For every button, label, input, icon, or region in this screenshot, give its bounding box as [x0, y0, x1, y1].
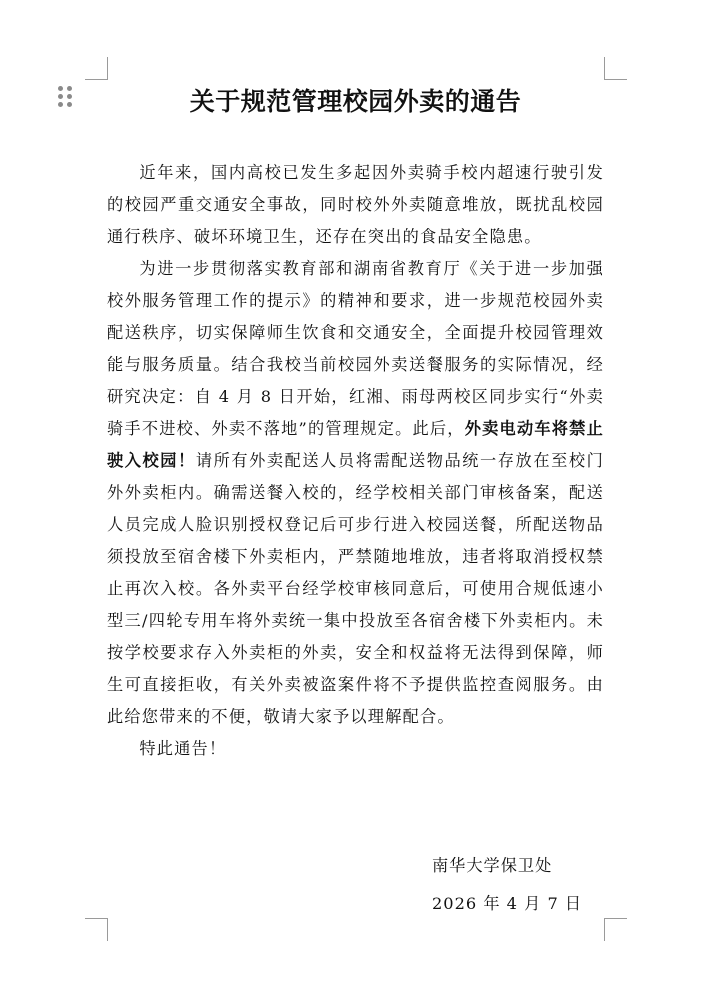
regulation-emphasis: 外卖电动车将禁止驶入校园！ — [107, 419, 604, 470]
regulation-text-part-2: 请所有外卖配送人员将需配送物品统一存放在至校门外外卖柜内。确需送餐入校的，经学校相关部门审核备案，配送人员完成人脸识别授权登记后可步行进入校园送餐，所配送物品须投放至宿舍楼下外卖柜内，严禁随地堆放，违者将取消授权禁止再次入校。各外卖平台经学校审核同意后，可使用合规低速小型三/四轮专用车将外卖统一集中投放至各宿舍楼下外卖柜内。未按学校要求存入外卖柜的外卖，安全和权益将无法得到保障，师生可直接拒收，有关外卖被盗案件将不予提供监控查阅服务。由此给您带来的不便，敬请大家予以理解配合。 — [107, 451, 605, 726]
document-title: 关于规范管理校园外卖的通告 — [189, 87, 522, 116]
drag-handle-icon[interactable] — [58, 86, 76, 108]
page-corner-mark-top-right — [604, 57, 627, 80]
paragraph-intro: 近年来，国内高校已发生多起因外卖骑手校内超速行驶引发的校园严重交通安全事故，同时校外外卖随意堆放，既扰乱校园通行秩序、破坏环境卫生，还存在突出的食品安全隐患。 — [107, 163, 604, 246]
page-corner-mark-bottom-right — [604, 918, 627, 941]
page-corner-mark-top-left — [85, 57, 108, 80]
paragraph-regulation — [107, 253, 604, 733]
regulation-text-part-1: 为进一步贯彻落实教育部和湖南省教育厅《关于进一步加强校外服务管理工作的提示》的精神和要求，进一步规范校园外卖配送秩序，切实保障师生饮食和交通安全，全面提升校园管理效能与服务质量。结合我校当前校园外卖送餐服务的实际情况，经研究决定：自 4 月 8 日开始，红湘、雨母两校区同步实行“外卖骑手不进校、外卖不落地”的管理规定。此后， — [107, 259, 604, 438]
signature-organization: 南华大学保卫处 — [432, 856, 553, 875]
paragraph-closing: 特此通告！ — [139, 739, 227, 758]
page-corner-mark-bottom-left — [85, 918, 108, 941]
document-body — [107, 157, 604, 765]
signature-date: 2026 年 4 月 7 日 — [432, 894, 583, 913]
